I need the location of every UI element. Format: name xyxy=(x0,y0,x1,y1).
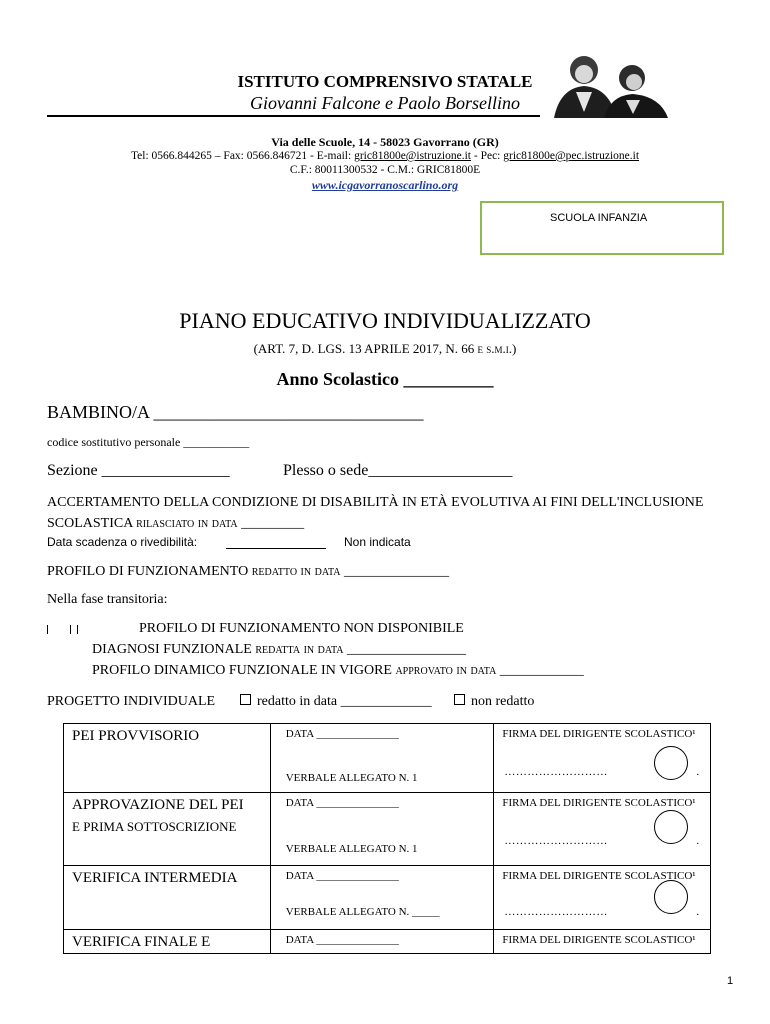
minutes-attached: VERBALE ALLEGATO N. 1 xyxy=(285,772,418,784)
principal-signature: FIRMA DEL DIRIGENTE SCOLASTICO¹ xyxy=(502,870,696,882)
row-label: PEI PROVVISORIO xyxy=(72,728,200,744)
phase-item-3: PROFILO DINAMICO FUNZIONALE IN VIGORE approvato in data ____________ xyxy=(92,663,584,678)
row-label: VERIFICA FINALE E xyxy=(72,934,211,950)
principal-signature: FIRMA DEL DIRIGENTE SCOLASTICO¹ xyxy=(502,728,696,740)
school-address: Via delle Scuole, 14 - 58023 Gavorrano (GR) xyxy=(271,135,499,149)
page-number: 1 xyxy=(727,975,734,987)
drafted-checkbox[interactable] xyxy=(240,694,251,705)
child-name: BAMBINO/A ______________________________ xyxy=(47,402,424,422)
institute-name: ISTITUTO COMPRENSIVO STATALE xyxy=(237,72,533,91)
signature-end: . xyxy=(696,906,700,918)
disability-assessment-date: SCOLASTICA rilasciato in data _________ xyxy=(47,516,305,531)
signature-dots: ……………………… xyxy=(504,906,608,918)
expiry-date-line xyxy=(226,536,326,549)
checkbox-mark-double xyxy=(70,625,78,634)
date-field: DATA _______________ xyxy=(285,870,399,882)
phase-item-1: PROFILO DI FUNZIONAMENTO NON DISPONIBILE xyxy=(139,621,464,636)
pei-table xyxy=(63,723,711,954)
minutes-attached: VERBALE ALLEGATO N. 1 xyxy=(285,843,418,855)
personal-code: codice sostitutivo personale ___________ xyxy=(47,435,250,449)
email-link[interactable]: gric81800e@istruzione.it xyxy=(354,150,471,162)
row-label: APPROVAZIONE DEL PEI xyxy=(72,797,244,813)
institute-dedication: Giovanni Falcone e Paolo Borsellino xyxy=(250,93,520,113)
checkbox-mark xyxy=(47,625,50,634)
law-reference: (ART. 7, D. LGS. 13 APRILE 2017, N. 66 e s.m.i.) xyxy=(253,341,517,356)
table-row xyxy=(64,724,711,793)
website-link[interactable]: www.icgavorranoscarlino.org xyxy=(311,178,459,192)
table-row xyxy=(64,930,711,954)
date-field: DATA _______________ xyxy=(285,797,399,809)
signature-end: . xyxy=(696,835,700,847)
minutes-attached: VERBALE ALLEGATO N. _____ xyxy=(285,906,440,918)
table-row xyxy=(64,866,711,930)
row-label: VERIFICA INTERMEDIA xyxy=(72,870,238,886)
stamp-circle xyxy=(654,880,688,914)
functioning-profile: PROFILO DI FUNZIONAMENTO redatto in data _______________ xyxy=(47,564,449,579)
not-indicated-label: Non indicata xyxy=(344,535,411,549)
expiry-label: Data scadenza o rivedibilità: xyxy=(47,535,198,549)
date-field: DATA _______________ xyxy=(285,728,399,740)
phase-item-2: DIAGNOSI FUNZIONALE redatta in data _________________ xyxy=(92,642,466,657)
signature-dots: ……………………… xyxy=(504,766,608,778)
signature-end: . xyxy=(696,766,700,778)
project-option-not-drafted[interactable]: non redatto xyxy=(454,694,534,710)
date-field: DATA _______________ xyxy=(285,934,399,946)
individual-project-label: PROGETTO INDIVIDUALE xyxy=(47,694,216,709)
stamp-circle xyxy=(654,746,688,780)
school-codes: C.F.: 80011300532 - C.M.: GRIC81800E xyxy=(289,164,481,176)
school-site-field: Plesso o sede__________________ xyxy=(283,462,513,479)
principal-signature: FIRMA DEL DIRIGENTE SCOLASTICO¹ xyxy=(502,934,696,946)
principal-signature: FIRMA DEL DIRIGENTE SCOLASTICO¹ xyxy=(502,797,696,809)
school-type-box xyxy=(480,201,724,255)
stamp-circle xyxy=(654,810,688,844)
section-field: Sezione ________________ xyxy=(47,462,230,479)
document-title: PIANO EDUCATIVO INDIVIDUALIZZATO xyxy=(179,308,591,333)
signature-dots: ……………………… xyxy=(504,835,608,847)
school-type-label: SCUOLA INFANZIA xyxy=(550,212,648,224)
row-label-line2: E PRIMA SOTTOSCRIZIONE xyxy=(72,819,237,834)
project-option-drafted[interactable]: redatto in data _____________ xyxy=(240,694,432,710)
transitional-phase: Nella fase transitoria: xyxy=(47,592,168,607)
disability-assessment: ACCERTAMENTO DELLA CONDIZIONE DI DISABILITÀ IN ETÀ EVOLUTIVA AI FINI DELL'INCLUSIONE xyxy=(47,495,704,510)
table-row xyxy=(64,793,711,866)
school-contacts: Tel: 0566.844265 – Fax: 0566.846721 - E-mail: gric81800e@istruzione.it - Pec: gric81800e@pec.istruzione.it xyxy=(130,150,640,162)
not-drafted-checkbox[interactable] xyxy=(454,694,465,705)
school-year: Anno Scolastico __________ xyxy=(276,369,494,389)
header-photo xyxy=(540,52,670,118)
pec-link[interactable]: gric81800e@pec.istruzione.it xyxy=(503,150,640,162)
